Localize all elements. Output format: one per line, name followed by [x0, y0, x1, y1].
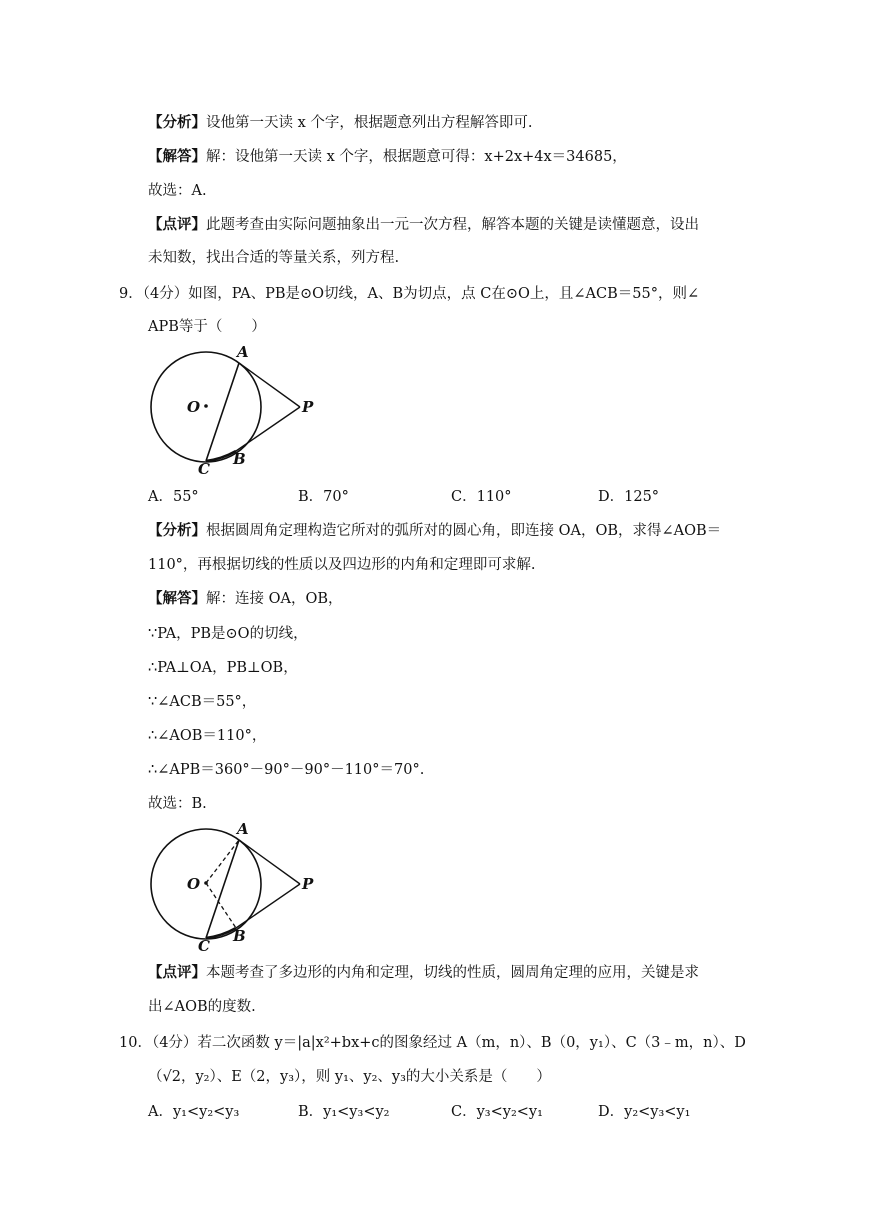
q9-answer	[148, 589, 343, 609]
q9-choice: 故选：B.	[148, 796, 207, 812]
q10-option-c: C．y₃<y₂<y₁	[451, 1104, 543, 1120]
q9-step-5: ∴∠APB＝360°－90°－90°－110°＝70°.	[148, 762, 425, 778]
q8-answer	[148, 147, 627, 167]
comment-text: 本题考查了多边形的内角和定理，切线的性质，圆周角定理的应用，关键是求	[206, 965, 699, 981]
analysis-tag: 【分析】	[148, 114, 206, 131]
comment-tag: 【点评】	[148, 964, 206, 981]
answer-tag: 【解答】	[148, 590, 206, 607]
label-b: B	[233, 927, 246, 945]
q10-option-a: A．y₁<y₂<y₃	[148, 1104, 240, 1120]
q10-option-b: B．y₁<y₃<y₂	[298, 1104, 390, 1120]
answer-text: 解：连接 OA，OB，	[206, 591, 343, 607]
q9-step-1: ∵PA，PB是⊙O的切线，	[148, 626, 308, 642]
analysis-text: 设他第一天读 x 个字，根据题意列出方程解答即可.	[206, 115, 533, 131]
q9-option-a: A．55°	[148, 489, 199, 505]
q8-analysis	[148, 113, 533, 133]
q9-option-b: B．70°	[298, 489, 349, 505]
tangent-pb	[236, 884, 300, 928]
label-o: O	[187, 398, 201, 416]
q8-comment-cont: 未知数，找出合适的等量关系，列方程.	[148, 250, 400, 266]
q9-option-c: C．110°	[451, 489, 512, 505]
label-p: P	[302, 875, 314, 893]
q10-option-d: D．y₂<y₃<y₁	[598, 1104, 691, 1120]
radius-ob	[206, 883, 236, 928]
q9-option-d: D．125°	[598, 489, 660, 505]
chord-ac	[206, 363, 239, 461]
label-o: O	[187, 875, 201, 893]
q9-solution-figure	[140, 818, 340, 958]
chord-ac	[206, 840, 239, 938]
label-c: C	[198, 937, 210, 955]
q8-choice: 故选：A.	[148, 183, 207, 199]
q9-figure	[140, 340, 340, 480]
answer-text: 解：设他第一天读 x 个字，根据题意可得：x+2x+4x＝34685，	[206, 149, 627, 165]
q9-step-3: ∵∠ACB＝55°，	[148, 694, 257, 710]
q9-comment	[148, 963, 699, 983]
tangent-pa	[239, 840, 300, 884]
q9-stem: 9．（4分）如图，PA、PB是⊙O切线，A、B为切点，点 C在⊙O上，且∠ACB＝55°，则∠	[119, 286, 700, 302]
tangent-pa	[239, 363, 300, 407]
comment-tag: 【点评】	[148, 216, 206, 233]
analysis-text: 根据圆周角定理构造它所对的弧所对的圆心角，即连接 OA，OB，求得∠AOB＝	[206, 523, 722, 539]
q9-stem-cont: APB等于（ ）	[148, 319, 266, 335]
label-c: C	[198, 460, 210, 478]
q9-comment-cont: 出∠AOB的度数.	[148, 999, 256, 1015]
analysis-tag: 【分析】	[148, 522, 206, 539]
answer-tag: 【解答】	[148, 148, 206, 165]
tangent-pb	[236, 407, 300, 451]
q9-analysis-cont: 110°，再根据切线的性质以及四边形的内角和定理即可求解.	[148, 557, 536, 573]
center-dot	[204, 404, 208, 408]
center-dot	[204, 881, 208, 885]
radius-oa	[206, 840, 239, 883]
q9-analysis	[148, 521, 721, 541]
q9-step-2: ∴PA⊥OA，PB⊥OB，	[148, 660, 298, 676]
q10-stem: 10．（4分）若二次函数 y＝|a|x²+bx+c的图象经过 A（m，n）、B（0，y₁）、C（3﹣m，n）、D	[119, 1035, 746, 1051]
label-a: A	[237, 343, 249, 361]
label-a: A	[237, 820, 249, 838]
q10-stem-cont: （√2，y₂）、E（2，y₃），则 y₁、y₂、y₃的大小关系是（ ）	[148, 1069, 551, 1085]
q9-step-4: ∴∠AOB＝110°，	[148, 728, 267, 744]
label-p: P	[302, 398, 314, 416]
comment-text: 此题考查由实际问题抽象出一元一次方程，解答本题的关键是读懂题意，设出	[206, 217, 699, 233]
label-b: B	[233, 450, 246, 468]
q8-comment	[148, 215, 699, 235]
